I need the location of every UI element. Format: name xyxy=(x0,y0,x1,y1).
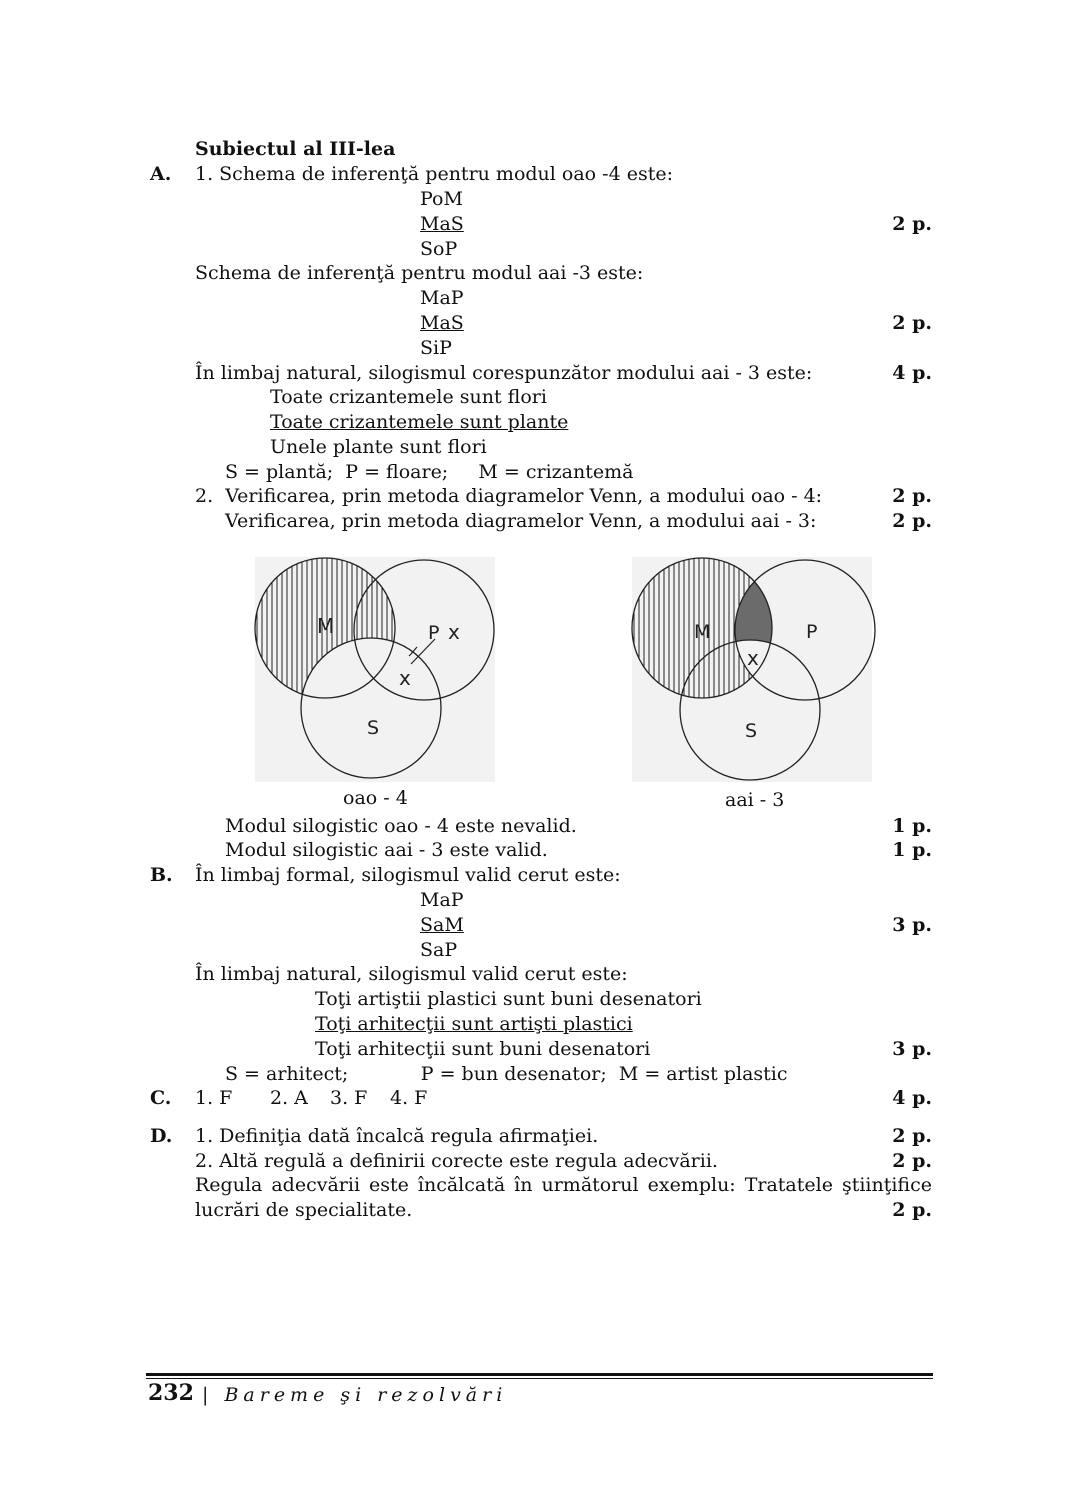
label-p: P xyxy=(428,622,440,644)
term-legend-b: S = arhitect; P = bun desenator; M = artist plastic xyxy=(225,1063,788,1085)
oao-conclusion: SoP xyxy=(420,238,458,260)
natural-premise-1: Toate crizantemele sunt flori xyxy=(270,386,547,408)
footer-rule-thin xyxy=(146,1378,933,1379)
b-natural-premise-2: Toţi arhitecţii sunt artişti plastici xyxy=(315,1013,633,1035)
d-line-4-points: 2 p. xyxy=(892,1199,932,1221)
b-natural-points: 3 p. xyxy=(892,1038,932,1060)
caption-oao-4: oao - 4 xyxy=(343,787,408,809)
label-m: M xyxy=(694,621,711,643)
aai-intro: Schema de inferenţă pentru modul aai -3 este: xyxy=(195,262,644,284)
b-conclusion: SaP xyxy=(420,939,458,961)
label-p: P xyxy=(806,621,818,643)
answer-2: 2. A xyxy=(270,1087,308,1109)
section-letter-c: C. xyxy=(150,1087,172,1109)
b-premise-2: SaM xyxy=(420,914,464,936)
question-2-line-1: 2. Verificarea, prin metoda diagramelor Venn, a modului oao - 4: xyxy=(195,485,823,507)
formal-intro: În limbaj formal, silogismul valid cerut este: xyxy=(195,864,621,886)
venn-diagram-aai-3 xyxy=(622,552,882,792)
answer-1: 1. F xyxy=(195,1087,233,1109)
b-natural-intro: În limbaj natural, silogismul valid cerut este: xyxy=(195,963,628,985)
section-letter-d: D. xyxy=(150,1125,173,1147)
venn-diagram-oao-4 xyxy=(245,552,505,792)
label-m: M xyxy=(317,614,335,638)
mark-x-p: x xyxy=(448,620,460,644)
footer-rule xyxy=(146,1373,933,1376)
d-line-4: lucrări de specialitate. xyxy=(195,1199,413,1221)
natural-conclusion: Unele plante sunt flori xyxy=(270,436,487,458)
d-line-1-points: 2 p. xyxy=(892,1125,932,1147)
oao-points: 2 p. xyxy=(892,213,932,235)
answer-3: 3. F xyxy=(330,1087,368,1109)
b-premise-1: MaP xyxy=(420,889,464,911)
running-title: | Bareme şi rezolvări xyxy=(202,1384,508,1406)
label-s: S xyxy=(745,720,758,742)
section-letter-b: B. xyxy=(150,864,173,886)
b-natural-premise-1: Toţi artiştii plastici sunt buni desenatori xyxy=(315,988,702,1010)
aai-conclusion: SiP xyxy=(420,337,452,359)
natural-language-intro: În limbaj natural, silogismul corespunzător modului aai - 3 este: xyxy=(195,362,813,384)
caption-aai-3: aai - 3 xyxy=(725,789,785,811)
section-heading: Subiectul al III-lea xyxy=(195,138,396,160)
oao-premise-1: PoM xyxy=(420,188,463,210)
mark-x-mps: x xyxy=(747,646,759,670)
section-letter-a: A. xyxy=(150,163,172,185)
conclusion-aai-points: 1 p. xyxy=(892,839,932,861)
aai-premise-2: MaS xyxy=(420,312,464,334)
natural-premise-2: Toate crizantemele sunt plante xyxy=(270,411,569,433)
d-line-3: Regula adecvării este încălcată în următorul exemplu: Tratatele ştiinţifice xyxy=(195,1174,932,1196)
question-1-intro: 1. Schema de inferenţă pentru modul oao -4 este: xyxy=(195,163,673,185)
d-line-2: 2. Altă regulă a definirii corecte este regula adecvării. xyxy=(195,1150,718,1172)
aai-premise-1: MaP xyxy=(420,287,464,309)
question-2-points-1: 2 p. xyxy=(892,485,932,507)
label-s: S xyxy=(367,717,380,739)
answer-4: 4. F xyxy=(390,1087,428,1109)
mark-x-ps: x xyxy=(399,666,411,690)
d-line-1: 1. Definiţia dată încalcă regula afirmaţiei. xyxy=(195,1125,599,1147)
question-2-line-2: Verificarea, prin metoda diagramelor Venn, a modului aai - 3: xyxy=(225,510,817,532)
d-line-2-points: 2 p. xyxy=(892,1150,932,1172)
question-2-points-2: 2 p. xyxy=(892,510,932,532)
conclusion-oao: Modul silogistic oao - 4 este nevalid. xyxy=(225,815,577,837)
oao-premise-2: MaS xyxy=(420,213,464,235)
b-scheme-points: 3 p. xyxy=(892,914,932,936)
b-natural-conclusion: Toţi arhitecţii sunt buni desenatori xyxy=(315,1038,651,1060)
conclusion-aai: Modul silogistic aai - 3 este valid. xyxy=(225,839,548,861)
conclusion-oao-points: 1 p. xyxy=(892,815,932,837)
natural-language-points: 4 p. xyxy=(892,362,932,384)
page-number: 232 xyxy=(148,1380,194,1406)
aai-points: 2 p. xyxy=(892,312,932,334)
term-legend-a: S = plantă; P = floare; M = crizantemă xyxy=(225,461,634,483)
c-points: 4 p. xyxy=(892,1087,932,1109)
